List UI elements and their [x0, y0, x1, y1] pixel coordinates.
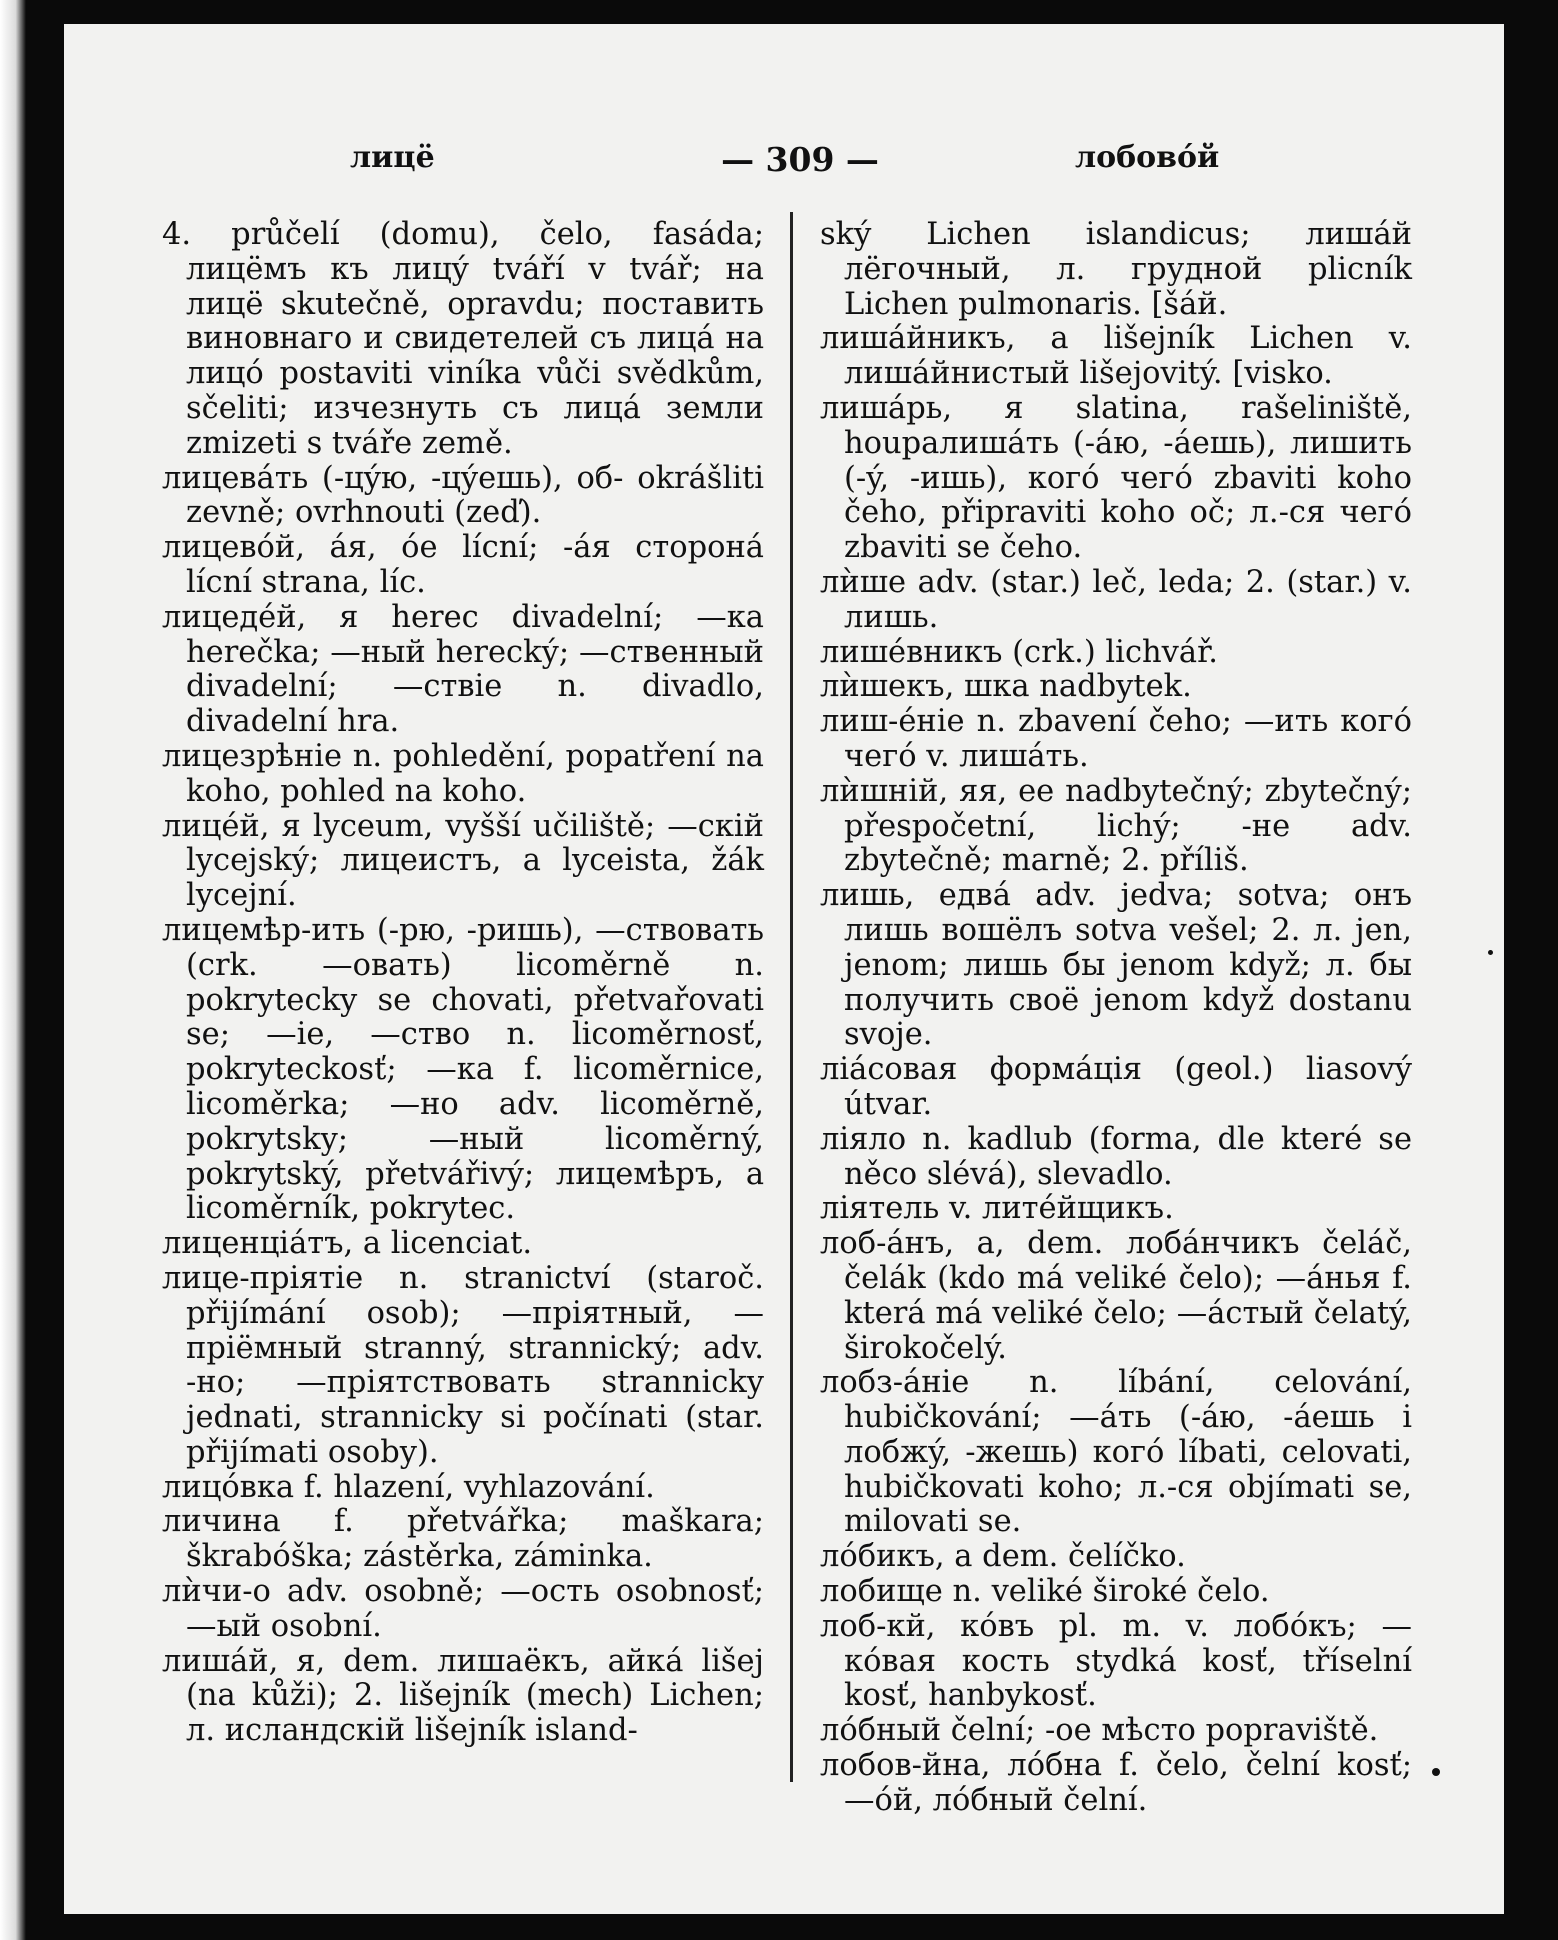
dictionary-entry: лицевóй, áя, óе lícní; -áя сторонá lícní strana, líc. — [162, 530, 764, 600]
right-column — [820, 218, 1412, 1819]
dictionary-entry: лишáйникъ, а lišejník Lichen v. лишáйнистый lišejovitý. [visko. — [820, 321, 1412, 392]
left-column — [162, 218, 764, 1749]
dictionary-entry: лишéвникъ (crk.) lichvář. — [820, 634, 1219, 670]
dictionary-entry: лѝчи-о adv. osobně; —ость osobnosť; —ый osobní. — [162, 1574, 764, 1644]
dictionary-entry: ліáсовая формáція (geol.) liasový útvar. — [820, 1052, 1412, 1122]
dictionary-entry: ліяло n. kadlub (forma, dle které se něco slévá), slevadlo. — [820, 1121, 1412, 1192]
dictionary-entry: 4. průčelí (domu), čelo, fasáda; лицёмъ къ лицý tváří v tvář; на лицё skutečně, opravdu; поставить виновнаго и свидетелей съ лицá на лицó postaviti viníka vůči svědkům, sčeliti; изчезнуть съ лицá земли zmizeti s tváře země. — [162, 217, 764, 461]
dictionary-entry: лѝшній, яя, ее nadbytečný; zbytečný; přespočetní, lichý; -не adv. zbytečně; marně; 2. příliš. — [820, 773, 1412, 879]
dictionary-entry: лицедéй, я herec divadelní; —ка herečka; —ный herecký; —ственный divadelní; —ствіе n. divadlo, divadelní hra. — [162, 599, 764, 740]
dictionary-entry: лишáй, я, dem. лишаёкъ, айкá lišej (na kůži); 2. lišejník (mech) Lichen; л. исландскій lišejník island- — [162, 1643, 764, 1749]
ink-speck — [1432, 1768, 1440, 1776]
dictionary-entry: лобз-áніе n. líbání, celování, hubičkování; —áть (-áю, -áешь i лобжý, -жешь) когó líbati, celovati, hubičkovati koho; л.-ся objímati se, milovati se. — [820, 1365, 1412, 1540]
dictionary-entry: лишь, едвá adv. jedva; sotva; онъ лишь вошёлъ sotva vešel; 2. л. jen, jenom; лишь бы jenom když; л. бы получить своё jenom když dostanu svoje. — [820, 878, 1412, 1053]
page-edge-shadow — [0, 0, 26, 1940]
ink-speck — [1488, 950, 1493, 955]
dictionary-entry: лицевáть (-цýю, -цýешь), об- okrášliti zevně; ovrhnouti (zeď). — [162, 460, 764, 531]
dictionary-entry: лóбикъ, а dem. čelíčko. — [820, 1539, 1186, 1575]
dictionary-entry: лиценціáтъ, а licenciat. — [162, 1226, 533, 1262]
dictionary-entry: лѝшекъ, шка nadbytek. — [820, 669, 1192, 705]
dictionary-entry: лобов-йна, лóбна f. čelo, čelní kosť; —óй, лóбный čelní. — [820, 1748, 1412, 1818]
dictionary-entry: лицéй, я lyceum, vyšší učiliště; —скій lycejský; лицеистъ, а lyceista, žák lycejní. — [162, 808, 764, 914]
dictionary-entry: лишáрь, я slatina, rašeliniště, houpaлишáть (-áю, -áешь), лишить (-ý, -ишь), когó чегó zbaviti koho čeho, připraviti koho oč; л.-ся чегó zbaviti se čeho. — [820, 390, 1412, 566]
dictionary-entry: ліятель v. литéйщикъ. — [820, 1191, 1174, 1227]
dictionary-entry: ský Lichen islandicus; лишáй лёгочный, л. грудной plicník Lichen pulmonaris. [šáй. — [820, 217, 1412, 322]
dictionary-entry: личина f. přetvářka; maškara; škrabóška; zástěrka, záminka. — [162, 1504, 764, 1575]
header-right-guide-word: лобовóй — [1075, 140, 1220, 175]
dictionary-entry: лицóвка f. hlazení, vyhlazování. — [162, 1469, 655, 1505]
dictionary-entry: лоб-кй, кóвъ pl. m. v. лобóкъ; —кóвая кость stydká kosť, tříselní kosť, hanbykosť. — [820, 1608, 1412, 1714]
dictionary-entry: лицезрѣніе n. pohledění, popatření na koho, pohled na koho. — [162, 738, 764, 809]
dictionary-entry: лóбный čelní; -ое мѣсто popraviště. — [820, 1713, 1379, 1749]
dictionary-entry: лоб-áнъ, а, dem. лобáнчикъ čeláč, čelák (kdo má veliké čelo); —áнья f. která má veliké čelo; —áстый čelatý, širokočelý. — [820, 1226, 1412, 1366]
header-left-guide-word: лицё — [350, 140, 435, 175]
dictionary-entry: лицемѣр-ить (-рю, -ришь), —ствовать (crk. —овать) licoměrně n. pokrytecky se chovati, přetvařovati se; —іе, —ство n. licoměrnosť, pokryteckosť; —ка f. licoměrnice, licoměrka; —но adv. licoměrně, pokrytsky; —ный licoměrný, pokrytský, přetvářivý; лицемѣръ, а licoměrník, pokrytec. — [162, 912, 764, 1227]
dictionary-entry: лице-пріятіе n. stranictví (staroč. přijímání osob); —пріятный, —пріёмный stranný, strannický; adv. -но; —пріятствовать strannicky jednati, strannicky si počínati (star. přijímati osoby). — [162, 1260, 764, 1470]
dictionary-entry: лѝше adv. (star.) leč, leda; 2. (star.) v. лишь. — [820, 564, 1412, 635]
dictionary-entry: лиш-éніе n. zbavení čeho; —ить когó чегó v. лишáть. — [820, 704, 1412, 774]
page-number: — 309 — — [721, 140, 879, 179]
column-divider — [790, 212, 793, 1782]
dictionary-entry: лобище n. veliké široké čelo. — [820, 1574, 1270, 1610]
